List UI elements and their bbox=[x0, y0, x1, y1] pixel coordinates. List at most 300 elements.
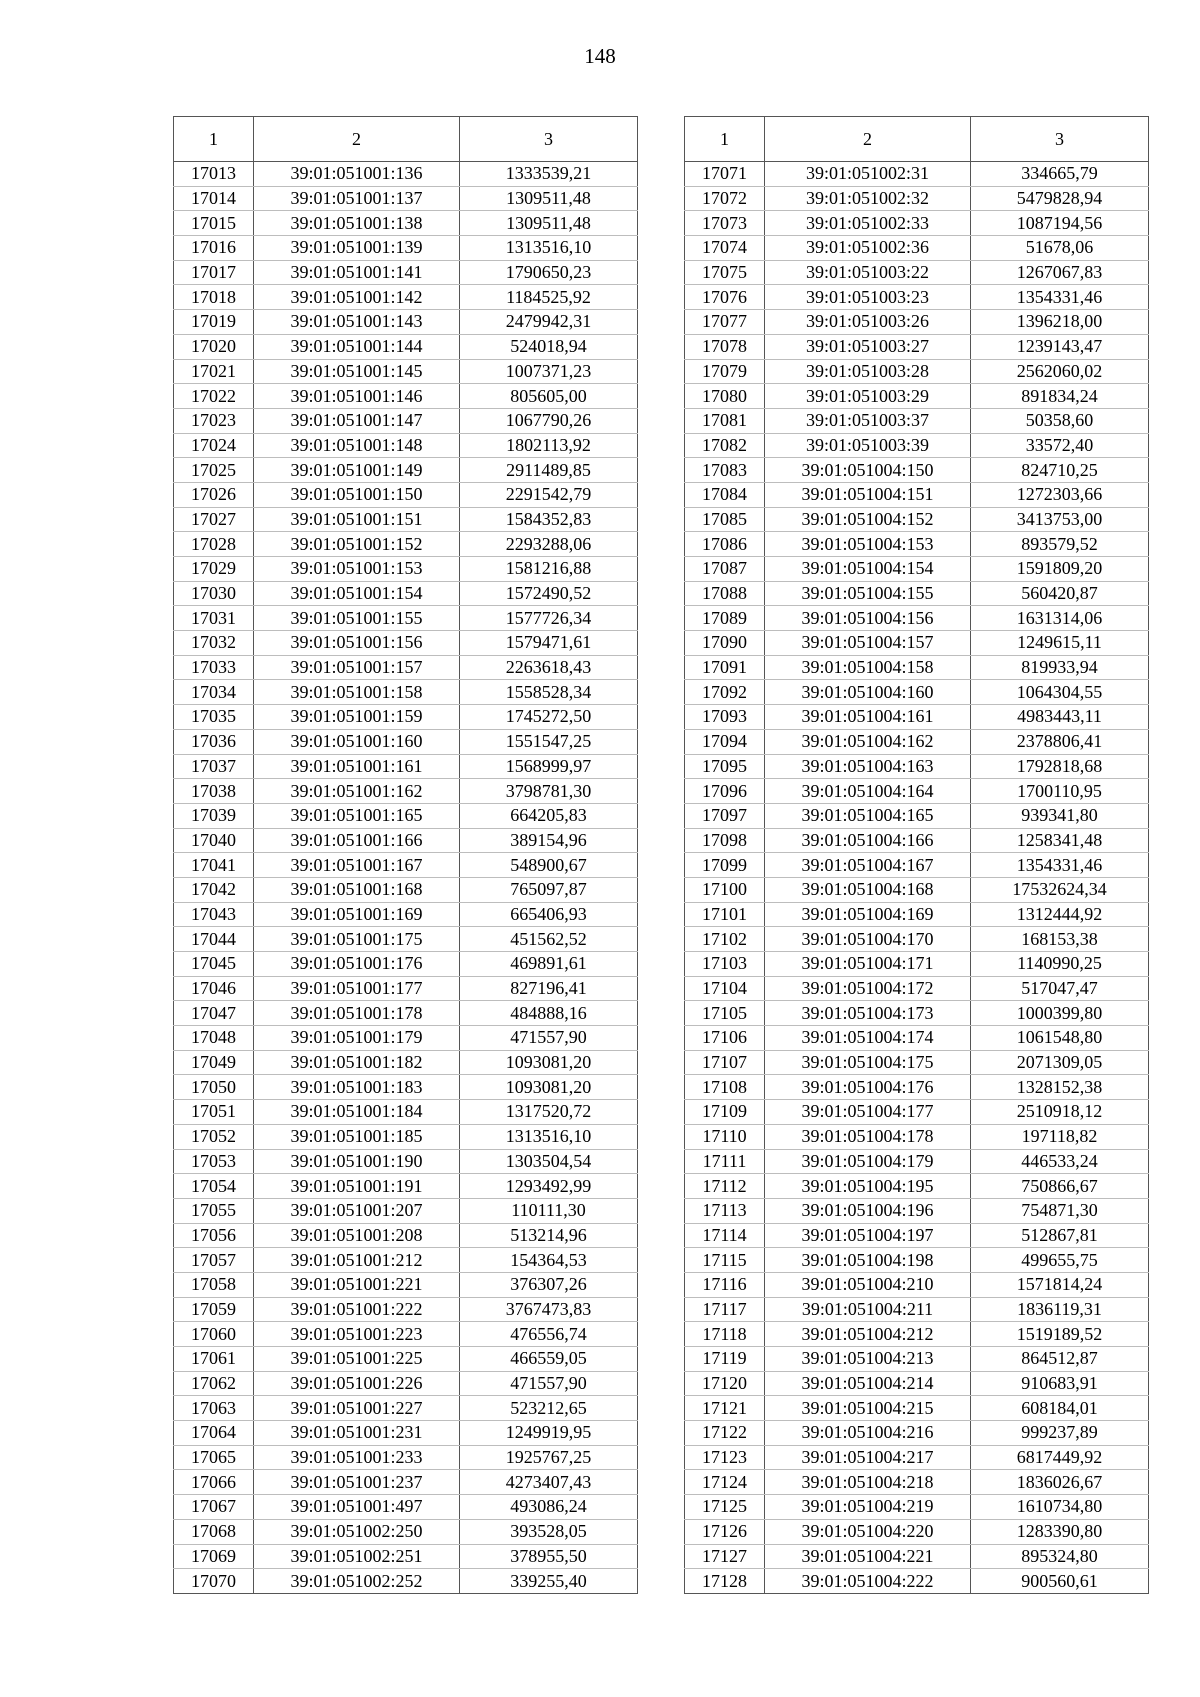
row-number-cell: 17079 bbox=[685, 359, 765, 384]
table-row bbox=[174, 1174, 638, 1199]
cadastral-number-cell: 39:01:051004:158 bbox=[765, 655, 971, 680]
cadastral-number-cell: 39:01:051002:33 bbox=[765, 211, 971, 236]
cadastral-number-cell: 39:01:051001:138 bbox=[254, 211, 460, 236]
table-row bbox=[685, 1519, 1149, 1544]
cadastral-number-cell: 39:01:051004:157 bbox=[765, 631, 971, 656]
row-number-cell: 17109 bbox=[685, 1100, 765, 1125]
row-number-cell: 17050 bbox=[174, 1075, 254, 1100]
table-row bbox=[685, 976, 1149, 1001]
cadastral-number-cell: 39:01:051001:154 bbox=[254, 581, 460, 606]
right-table-header bbox=[685, 117, 1149, 162]
table-row bbox=[685, 1198, 1149, 1223]
cadastral-number-cell: 39:01:051001:190 bbox=[254, 1149, 460, 1174]
cadastral-number-cell: 39:01:051001:153 bbox=[254, 557, 460, 582]
cadastral-number-cell: 39:01:051004:212 bbox=[765, 1322, 971, 1347]
cadastral-number-cell: 39:01:051001:225 bbox=[254, 1347, 460, 1372]
row-number-cell: 17041 bbox=[174, 853, 254, 878]
cadastral-number-cell: 39:01:051004:173 bbox=[765, 1001, 971, 1026]
row-number-cell: 17029 bbox=[174, 557, 254, 582]
cadastral-number-cell: 39:01:051003:26 bbox=[765, 310, 971, 335]
table-row bbox=[174, 1396, 638, 1421]
row-number-cell: 17054 bbox=[174, 1174, 254, 1199]
table-row bbox=[685, 1445, 1149, 1470]
cadastral-number-cell: 39:01:051001:168 bbox=[254, 877, 460, 902]
value-cell: 1140990,25 bbox=[971, 952, 1149, 977]
table-row bbox=[685, 1100, 1149, 1125]
cadastral-number-cell: 39:01:051001:149 bbox=[254, 458, 460, 483]
row-number-cell: 17075 bbox=[685, 260, 765, 285]
value-cell: 895324,80 bbox=[971, 1544, 1149, 1569]
cadastral-number-cell: 39:01:051002:251 bbox=[254, 1544, 460, 1569]
table-row bbox=[174, 729, 638, 754]
row-number-cell: 17098 bbox=[685, 828, 765, 853]
value-cell: 1309511,48 bbox=[460, 211, 638, 236]
table-row bbox=[174, 680, 638, 705]
table-row bbox=[174, 408, 638, 433]
row-number-cell: 17078 bbox=[685, 334, 765, 359]
cadastral-number-cell: 39:01:051004:164 bbox=[765, 779, 971, 804]
row-number-cell: 17125 bbox=[685, 1495, 765, 1520]
row-number-cell: 17091 bbox=[685, 655, 765, 680]
cadastral-number-cell: 39:01:051004:217 bbox=[765, 1445, 971, 1470]
row-number-cell: 17069 bbox=[174, 1544, 254, 1569]
cadastral-number-cell: 39:01:051001:136 bbox=[254, 162, 460, 187]
table-row bbox=[174, 211, 638, 236]
value-cell: 1093081,20 bbox=[460, 1075, 638, 1100]
value-cell: 17532624,34 bbox=[971, 877, 1149, 902]
cadastral-number-cell: 39:01:051004:195 bbox=[765, 1174, 971, 1199]
table-row bbox=[685, 1174, 1149, 1199]
value-cell: 484888,16 bbox=[460, 1001, 638, 1026]
value-cell: 1267067,83 bbox=[971, 260, 1149, 285]
table-row bbox=[685, 606, 1149, 631]
table-row bbox=[174, 433, 638, 458]
table-row bbox=[685, 334, 1149, 359]
value-cell: 1792818,68 bbox=[971, 754, 1149, 779]
table-row bbox=[174, 606, 638, 631]
cadastral-number-cell: 39:01:051001:179 bbox=[254, 1026, 460, 1051]
cadastral-number-cell: 39:01:051004:156 bbox=[765, 606, 971, 631]
cadastral-number-cell: 39:01:051004:166 bbox=[765, 828, 971, 853]
cadastral-number-cell: 39:01:051004:161 bbox=[765, 705, 971, 730]
table-row bbox=[174, 532, 638, 557]
value-cell: 1551547,25 bbox=[460, 729, 638, 754]
value-cell: 1249615,11 bbox=[971, 631, 1149, 656]
table-row bbox=[174, 655, 638, 680]
table-row bbox=[174, 779, 638, 804]
cadastral-number-cell: 39:01:051001:142 bbox=[254, 285, 460, 310]
table-row bbox=[685, 705, 1149, 730]
table-row bbox=[685, 557, 1149, 582]
table-row bbox=[685, 1347, 1149, 1372]
value-cell: 1184525,92 bbox=[460, 285, 638, 310]
header-row bbox=[685, 117, 1149, 162]
row-number-cell: 17118 bbox=[685, 1322, 765, 1347]
row-number-cell: 17033 bbox=[174, 655, 254, 680]
table-row bbox=[174, 1297, 638, 1322]
table-row bbox=[685, 1248, 1149, 1273]
table-row bbox=[685, 803, 1149, 828]
value-cell: 2263618,43 bbox=[460, 655, 638, 680]
value-cell: 750866,67 bbox=[971, 1174, 1149, 1199]
cadastral-number-cell: 39:01:051001:141 bbox=[254, 260, 460, 285]
table-row bbox=[685, 1272, 1149, 1297]
value-cell: 499655,75 bbox=[971, 1248, 1149, 1273]
row-number-cell: 17034 bbox=[174, 680, 254, 705]
value-cell: 1745272,50 bbox=[460, 705, 638, 730]
value-cell: 523212,65 bbox=[460, 1396, 638, 1421]
table-row bbox=[685, 260, 1149, 285]
cadastral-number-cell: 39:01:051001:221 bbox=[254, 1272, 460, 1297]
value-cell: 1317520,72 bbox=[460, 1100, 638, 1125]
value-cell: 524018,94 bbox=[460, 334, 638, 359]
value-cell: 2479942,31 bbox=[460, 310, 638, 335]
cadastral-number-cell: 39:01:051004:196 bbox=[765, 1198, 971, 1223]
value-cell: 1249919,95 bbox=[460, 1421, 638, 1446]
table-row bbox=[174, 581, 638, 606]
value-cell: 2293288,06 bbox=[460, 532, 638, 557]
cadastral-number-cell: 39:01:051004:210 bbox=[765, 1272, 971, 1297]
row-number-cell: 17070 bbox=[174, 1569, 254, 1594]
cadastral-number-cell: 39:01:051003:23 bbox=[765, 285, 971, 310]
value-cell: 1313516,10 bbox=[460, 1124, 638, 1149]
row-number-cell: 17106 bbox=[685, 1026, 765, 1051]
value-cell: 900560,61 bbox=[971, 1569, 1149, 1594]
value-cell: 1925767,25 bbox=[460, 1445, 638, 1470]
row-number-cell: 17108 bbox=[685, 1075, 765, 1100]
table-row bbox=[685, 1470, 1149, 1495]
cadastral-number-cell: 39:01:051001:165 bbox=[254, 803, 460, 828]
cadastral-number-cell: 39:01:051001:144 bbox=[254, 334, 460, 359]
cadastral-number-cell: 39:01:051004:169 bbox=[765, 902, 971, 927]
row-number-cell: 17114 bbox=[685, 1223, 765, 1248]
table-row bbox=[174, 1495, 638, 1520]
row-number-cell: 17102 bbox=[685, 927, 765, 952]
row-number-cell: 17116 bbox=[685, 1272, 765, 1297]
row-number-cell: 17113 bbox=[685, 1198, 765, 1223]
table-row bbox=[685, 359, 1149, 384]
value-cell: 512867,81 bbox=[971, 1223, 1149, 1248]
table-row bbox=[174, 384, 638, 409]
cadastral-number-cell: 39:01:051001:226 bbox=[254, 1371, 460, 1396]
value-cell: 51678,06 bbox=[971, 236, 1149, 261]
row-number-cell: 17121 bbox=[685, 1396, 765, 1421]
table-row bbox=[174, 1569, 638, 1594]
table-row bbox=[685, 1371, 1149, 1396]
row-number-cell: 17090 bbox=[685, 631, 765, 656]
row-number-cell: 17086 bbox=[685, 532, 765, 557]
table-row bbox=[174, 1050, 638, 1075]
value-cell: 1519189,52 bbox=[971, 1322, 1149, 1347]
value-cell: 1610734,80 bbox=[971, 1495, 1149, 1520]
value-cell: 476556,74 bbox=[460, 1322, 638, 1347]
table-row bbox=[685, 1075, 1149, 1100]
row-number-cell: 17110 bbox=[685, 1124, 765, 1149]
cadastral-number-cell: 39:01:051004:211 bbox=[765, 1297, 971, 1322]
table-row bbox=[685, 384, 1149, 409]
row-number-cell: 17067 bbox=[174, 1495, 254, 1520]
value-cell: 1067790,26 bbox=[460, 408, 638, 433]
value-cell: 1571814,24 bbox=[971, 1272, 1149, 1297]
value-cell: 1283390,80 bbox=[971, 1519, 1149, 1544]
cadastral-number-cell: 39:01:051004:165 bbox=[765, 803, 971, 828]
cadastral-number-cell: 39:01:051001:159 bbox=[254, 705, 460, 730]
value-cell: 154364,53 bbox=[460, 1248, 638, 1273]
cadastral-number-cell: 39:01:051001:167 bbox=[254, 853, 460, 878]
row-number-cell: 17068 bbox=[174, 1519, 254, 1544]
row-number-cell: 17032 bbox=[174, 631, 254, 656]
cadastral-number-cell: 39:01:051003:27 bbox=[765, 334, 971, 359]
cadastral-number-cell: 39:01:051004:170 bbox=[765, 927, 971, 952]
value-cell: 1631314,06 bbox=[971, 606, 1149, 631]
value-cell: 2911489,85 bbox=[460, 458, 638, 483]
row-number-cell: 17119 bbox=[685, 1347, 765, 1372]
row-number-cell: 17123 bbox=[685, 1445, 765, 1470]
row-number-cell: 17036 bbox=[174, 729, 254, 754]
row-number-cell: 17021 bbox=[174, 359, 254, 384]
value-cell: 1568999,97 bbox=[460, 754, 638, 779]
value-cell: 471557,90 bbox=[460, 1026, 638, 1051]
value-cell: 1790650,23 bbox=[460, 260, 638, 285]
row-number-cell: 17027 bbox=[174, 507, 254, 532]
cadastral-number-cell: 39:01:051004:219 bbox=[765, 1495, 971, 1520]
row-number-cell: 17120 bbox=[685, 1371, 765, 1396]
cadastral-number-cell: 39:01:051004:214 bbox=[765, 1371, 971, 1396]
table-row bbox=[685, 1396, 1149, 1421]
table-row bbox=[174, 162, 638, 187]
row-number-cell: 17045 bbox=[174, 952, 254, 977]
table-row bbox=[174, 1347, 638, 1372]
cadastral-number-cell: 39:01:051001:227 bbox=[254, 1396, 460, 1421]
cadastral-number-cell: 39:01:051003:39 bbox=[765, 433, 971, 458]
cadastral-number-cell: 39:01:051001:185 bbox=[254, 1124, 460, 1149]
table-row bbox=[685, 285, 1149, 310]
value-cell: 33572,40 bbox=[971, 433, 1149, 458]
row-number-cell: 17127 bbox=[685, 1544, 765, 1569]
row-number-cell: 17096 bbox=[685, 779, 765, 804]
value-cell: 389154,96 bbox=[460, 828, 638, 853]
cadastral-number-cell: 39:01:051001:497 bbox=[254, 1495, 460, 1520]
cadastral-number-cell: 39:01:051003:22 bbox=[765, 260, 971, 285]
value-cell: 1591809,20 bbox=[971, 557, 1149, 582]
value-cell: 893579,52 bbox=[971, 532, 1149, 557]
row-number-cell: 17052 bbox=[174, 1124, 254, 1149]
page-number: 148 bbox=[584, 44, 616, 68]
row-number-cell: 17087 bbox=[685, 557, 765, 582]
row-number-cell: 17111 bbox=[685, 1149, 765, 1174]
value-cell: 5479828,94 bbox=[971, 186, 1149, 211]
table-row bbox=[174, 285, 638, 310]
table-row bbox=[685, 1149, 1149, 1174]
value-cell: 4983443,11 bbox=[971, 705, 1149, 730]
row-number-cell: 17015 bbox=[174, 211, 254, 236]
row-number-cell: 17128 bbox=[685, 1569, 765, 1594]
row-number-cell: 17024 bbox=[174, 433, 254, 458]
value-cell: 1354331,46 bbox=[971, 285, 1149, 310]
value-cell: 513214,96 bbox=[460, 1223, 638, 1248]
value-cell: 1313516,10 bbox=[460, 236, 638, 261]
cadastral-number-cell: 39:01:051004:160 bbox=[765, 680, 971, 705]
column-header-2: 2 bbox=[765, 117, 971, 162]
row-number-cell: 17065 bbox=[174, 1445, 254, 1470]
cadastral-number-cell: 39:01:051001:156 bbox=[254, 631, 460, 656]
value-cell: 1700110,95 bbox=[971, 779, 1149, 804]
cadastral-number-cell: 39:01:051003:29 bbox=[765, 384, 971, 409]
table-row bbox=[174, 754, 638, 779]
table-row bbox=[174, 1470, 638, 1495]
row-number-cell: 17077 bbox=[685, 310, 765, 335]
row-number-cell: 17030 bbox=[174, 581, 254, 606]
table-row bbox=[174, 359, 638, 384]
row-number-cell: 17117 bbox=[685, 1297, 765, 1322]
row-number-cell: 17048 bbox=[174, 1026, 254, 1051]
value-cell: 1328152,38 bbox=[971, 1075, 1149, 1100]
cadastral-number-cell: 39:01:051004:215 bbox=[765, 1396, 971, 1421]
row-number-cell: 17076 bbox=[685, 285, 765, 310]
table-row bbox=[685, 1124, 1149, 1149]
value-cell: 864512,87 bbox=[971, 1347, 1149, 1372]
row-number-cell: 17053 bbox=[174, 1149, 254, 1174]
table-row bbox=[174, 631, 638, 656]
table-row bbox=[685, 754, 1149, 779]
cadastral-number-cell: 39:01:051004:218 bbox=[765, 1470, 971, 1495]
value-cell: 1572490,52 bbox=[460, 581, 638, 606]
table-row bbox=[685, 729, 1149, 754]
value-cell: 1396218,00 bbox=[971, 310, 1149, 335]
row-number-cell: 17099 bbox=[685, 853, 765, 878]
row-number-cell: 17107 bbox=[685, 1050, 765, 1075]
table-row bbox=[174, 828, 638, 853]
row-number-cell: 17017 bbox=[174, 260, 254, 285]
row-number-cell: 17083 bbox=[685, 458, 765, 483]
cadastral-number-cell: 39:01:051001:137 bbox=[254, 186, 460, 211]
cadastral-number-cell: 39:01:051004:175 bbox=[765, 1050, 971, 1075]
cadastral-number-cell: 39:01:051004:163 bbox=[765, 754, 971, 779]
cadastral-number-cell: 39:01:051001:182 bbox=[254, 1050, 460, 1075]
cadastral-number-cell: 39:01:051001:147 bbox=[254, 408, 460, 433]
row-number-cell: 17057 bbox=[174, 1248, 254, 1273]
table-row bbox=[174, 952, 638, 977]
row-number-cell: 17074 bbox=[685, 236, 765, 261]
cadastral-number-cell: 39:01:051004:167 bbox=[765, 853, 971, 878]
table-row bbox=[685, 532, 1149, 557]
table-row bbox=[174, 877, 638, 902]
value-cell: 517047,47 bbox=[971, 976, 1149, 1001]
row-number-cell: 17013 bbox=[174, 162, 254, 187]
row-number-cell: 17042 bbox=[174, 877, 254, 902]
row-number-cell: 17063 bbox=[174, 1396, 254, 1421]
value-cell: 1007371,23 bbox=[460, 359, 638, 384]
cadastral-number-cell: 39:01:051001:175 bbox=[254, 927, 460, 952]
row-number-cell: 17081 bbox=[685, 408, 765, 433]
value-cell: 1558528,34 bbox=[460, 680, 638, 705]
table-row bbox=[685, 1421, 1149, 1446]
cadastral-number-cell: 39:01:051001:155 bbox=[254, 606, 460, 631]
table-row bbox=[685, 211, 1149, 236]
value-cell: 910683,91 bbox=[971, 1371, 1149, 1396]
cadastral-number-cell: 39:01:051004:172 bbox=[765, 976, 971, 1001]
row-number-cell: 17095 bbox=[685, 754, 765, 779]
column-header-3: 3 bbox=[460, 117, 638, 162]
row-number-cell: 17060 bbox=[174, 1322, 254, 1347]
header-row bbox=[174, 117, 638, 162]
right-table bbox=[684, 116, 1149, 1594]
table-row bbox=[685, 1322, 1149, 1347]
table-row bbox=[174, 1519, 638, 1544]
table-row bbox=[174, 310, 638, 335]
table-row bbox=[685, 186, 1149, 211]
row-number-cell: 17035 bbox=[174, 705, 254, 730]
value-cell: 334665,79 bbox=[971, 162, 1149, 187]
table-row bbox=[174, 1124, 638, 1149]
table-row bbox=[685, 828, 1149, 853]
value-cell: 939341,80 bbox=[971, 803, 1149, 828]
cadastral-number-cell: 39:01:051001:158 bbox=[254, 680, 460, 705]
table-row bbox=[174, 853, 638, 878]
table-row bbox=[174, 458, 638, 483]
value-cell: 608184,01 bbox=[971, 1396, 1149, 1421]
value-cell: 376307,26 bbox=[460, 1272, 638, 1297]
value-cell: 1303504,54 bbox=[460, 1149, 638, 1174]
value-cell: 3767473,83 bbox=[460, 1297, 638, 1322]
value-cell: 446533,24 bbox=[971, 1149, 1149, 1174]
row-number-cell: 17104 bbox=[685, 976, 765, 1001]
cadastral-number-cell: 39:01:051001:176 bbox=[254, 952, 460, 977]
cadastral-number-cell: 39:01:051002:32 bbox=[765, 186, 971, 211]
table-row bbox=[174, 976, 638, 1001]
table-row bbox=[685, 1001, 1149, 1026]
value-cell: 560420,87 bbox=[971, 581, 1149, 606]
row-number-cell: 17103 bbox=[685, 952, 765, 977]
row-number-cell: 17038 bbox=[174, 779, 254, 804]
cadastral-number-cell: 39:01:051001:151 bbox=[254, 507, 460, 532]
cadastral-number-cell: 39:01:051004:220 bbox=[765, 1519, 971, 1544]
table-row bbox=[174, 705, 638, 730]
table-row bbox=[685, 581, 1149, 606]
cadastral-number-cell: 39:01:051004:222 bbox=[765, 1569, 971, 1594]
cadastral-number-cell: 39:01:051002:250 bbox=[254, 1519, 460, 1544]
cadastral-number-cell: 39:01:051001:222 bbox=[254, 1297, 460, 1322]
cadastral-number-cell: 39:01:051001:146 bbox=[254, 384, 460, 409]
row-number-cell: 17082 bbox=[685, 433, 765, 458]
value-cell: 765097,87 bbox=[460, 877, 638, 902]
row-number-cell: 17093 bbox=[685, 705, 765, 730]
table-row bbox=[174, 1544, 638, 1569]
value-cell: 1064304,55 bbox=[971, 680, 1149, 705]
table-row bbox=[174, 1445, 638, 1470]
cadastral-number-cell: 39:01:051001:150 bbox=[254, 482, 460, 507]
row-number-cell: 17101 bbox=[685, 902, 765, 927]
row-number-cell: 17055 bbox=[174, 1198, 254, 1223]
row-number-cell: 17112 bbox=[685, 1174, 765, 1199]
value-cell: 664205,83 bbox=[460, 803, 638, 828]
cadastral-number-cell: 39:01:051003:28 bbox=[765, 359, 971, 384]
row-number-cell: 17043 bbox=[174, 902, 254, 927]
table-row bbox=[685, 1495, 1149, 1520]
table-row bbox=[174, 1223, 638, 1248]
row-number-cell: 17044 bbox=[174, 927, 254, 952]
cadastral-number-cell: 39:01:051004:171 bbox=[765, 952, 971, 977]
cadastral-number-cell: 39:01:051002:252 bbox=[254, 1569, 460, 1594]
row-number-cell: 17094 bbox=[685, 729, 765, 754]
table-row bbox=[174, 927, 638, 952]
table-row bbox=[685, 310, 1149, 335]
value-cell: 3413753,00 bbox=[971, 507, 1149, 532]
row-number-cell: 17025 bbox=[174, 458, 254, 483]
row-number-cell: 17084 bbox=[685, 482, 765, 507]
row-number-cell: 17028 bbox=[174, 532, 254, 557]
table-row bbox=[685, 655, 1149, 680]
